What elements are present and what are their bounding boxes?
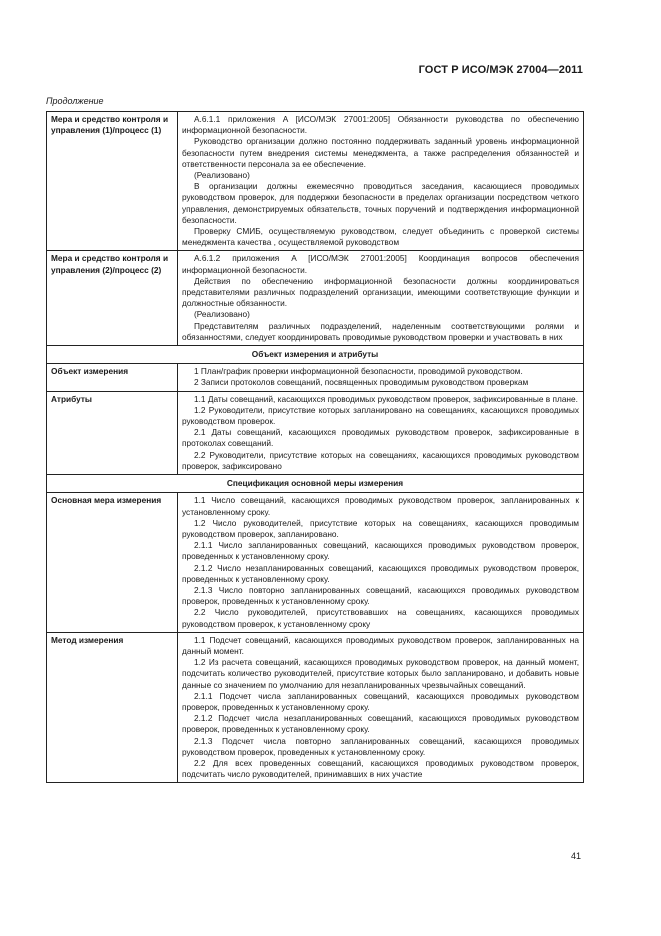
- section-header-row: [47, 475, 584, 493]
- row-paragraph: 2.1.1 Подсчет числа запланированных совещаний, касающихся проводимых руководством проверок, проведенных к установленному сроку.: [182, 690, 579, 712]
- row-paragraph: 1 План/график проверки информационной безопасности, проводимой руководством.: [194, 366, 523, 377]
- row-paragraph: A.6.1.2 приложения A [ИСО/МЭК 27001:2005] Координация вопросов обеспечения информационной безопасности.: [182, 253, 579, 275]
- row-paragraph: 1.1 Подсчет совещаний, касающихся проводимых руководством проверок, запланированных на данный момент.: [182, 634, 579, 656]
- section-header-row: [47, 346, 584, 364]
- row-paragraph: 1.2 Руководители, присутствие которых запланировано на совещаниях, касающихся проводимых руководством проверок.: [182, 404, 579, 427]
- row-paragraph: (Реализовано): [194, 170, 250, 181]
- row-paragraph: В организации должны ежемесячно проводиться заседания, касающиеся проводимых руководством проверок, для поддержки безопасности в пределах организации посредством четкого управления, демонстрируемых обязательств, точных поручений и подтверждения информационной безопасности.: [182, 181, 579, 225]
- row-label: Основная мера измерения: [47, 493, 178, 632]
- row-paragraph: 2.2 Руководители, присутствие которых на совещаниях, касающихся проводимых руководством проверок, зафиксировано: [182, 449, 579, 471]
- row-label: Мера и средство контроля и управления (2)/процесс (2): [47, 251, 178, 346]
- row-paragraph: Представителям различных подразделений, наделенным соответствующими ролями и обязанностями, следует координировать проводимые руководством проверки и участвовать в них: [182, 320, 579, 342]
- row-paragraph: 2.1.3 Число повторно запланированных совещаний, касающихся проводимых руководством проверок, проведенных к установленному сроку.: [182, 584, 579, 607]
- row-paragraph: Проверку СМИБ, осуществляемую руководством, следует объединить с проверкой системы менеджмента качества , осуществляемой руководством: [182, 226, 579, 248]
- row-paragraph: Действия по обеспечению информационной безопасности должны координироваться представителями различных подразделений организации, имеющими соответствующие функции и должностные обязанности.: [182, 275, 579, 309]
- row-paragraph: 1.2 Из расчета совещаний, касающихся проводимых руководством проверок, на данный момент, подсчитать количество руководителей, присутствие которых было запланировано, и добавить новые данные со значением по умолчанию для незапланированных чрезвычайных совещаний.: [182, 657, 579, 690]
- row-paragraph: 2.2 Число руководителей, присутствовавших на совещаниях, касающихся проводимых руководством проверок, к установленному сроку: [182, 607, 579, 629]
- row-paragraph: 2.1.2 Число незапланированных совещаний, касающихся проводимых руководством проверок, проведенных к установленному сроку.: [182, 562, 579, 584]
- row-content: [178, 112, 584, 251]
- table-row: [47, 493, 584, 632]
- table-row: [47, 251, 584, 346]
- table-row: [47, 632, 584, 783]
- row-content: [178, 364, 584, 391]
- row-content: [178, 251, 584, 346]
- row-paragraph: 2 Записи протоколов совещаний, посвященных проводимым руководством проверкам: [194, 377, 529, 388]
- row-label: Мера и средство контроля и управления (1)/процесс (1): [47, 112, 178, 251]
- row-paragraph: 2.1.1 Число запланированных совещаний, касающихся проводимых руководством проверок, проведенных к установленному сроку.: [182, 540, 579, 562]
- measure-table: [46, 111, 584, 783]
- row-content: [178, 391, 584, 474]
- page-number: 41: [570, 851, 581, 861]
- row-paragraph: Руководство организации должно постоянно поддерживать заданный уровень информационной безопасности путем внедрения системы менеджмента, а также распределения обязанностей и ответственности персонала за ее обеспечение.: [182, 136, 579, 169]
- row-paragraph: 1.2 Число руководителей, присутствие которых на совещаниях, касающихся проводимым руководством проверок, запланировано.: [182, 517, 579, 539]
- row-paragraph: 1.1 Число совещаний, касающихся проводимых руководством проверок, запланированных к установленному сроку.: [182, 495, 579, 517]
- row-label: Объект измерения: [47, 364, 178, 391]
- document-header: ГОСТ Р ИСО/МЭК 27004—2011: [418, 64, 583, 76]
- row-label: Атрибуты: [47, 391, 178, 474]
- row-paragraph: 2.1.3 Подсчет числа повторно запланированных совещаний, касающихся проводимых руководством проверок, проведенных к установленному сроку.: [182, 735, 579, 757]
- row-paragraph: (Реализовано): [194, 309, 250, 320]
- table-row: [47, 391, 584, 474]
- table-row: [47, 364, 584, 391]
- row-label: Метод измерения: [47, 632, 178, 783]
- row-paragraph: 2.2 Для всех проведенных совещаний, касающихся проводимых руководством проверок, подсчитать число руководителей, принимавших в них участие: [182, 757, 579, 780]
- row-content: [178, 493, 584, 632]
- section-title: Спецификация основной меры измерения: [47, 475, 584, 493]
- row-paragraph: A.6.1.1 приложения A [ИСО/МЭК 27001:2005] Обязанности руководства по обеспечению информационной безопасности.: [182, 114, 579, 136]
- row-paragraph: 2.1.2 Подсчет числа незапланированных совещаний, касающихся проводимых руководством проверок, проведенных к установленному сроку.: [182, 713, 579, 735]
- row-paragraph: 2.1 Даты совещаний, касающихся проводимых руководством проверок, зафиксированные в протоколах совещаний.: [182, 427, 579, 449]
- row-paragraph: 1.1 Даты совещаний, касающихся проводимых руководством проверок, зафиксированные в плане.: [194, 393, 578, 404]
- row-content: [178, 632, 584, 783]
- table-row: [47, 112, 584, 251]
- continuation-label: Продолжение: [46, 96, 104, 106]
- section-title: Объект измерения и атрибуты: [47, 346, 584, 364]
